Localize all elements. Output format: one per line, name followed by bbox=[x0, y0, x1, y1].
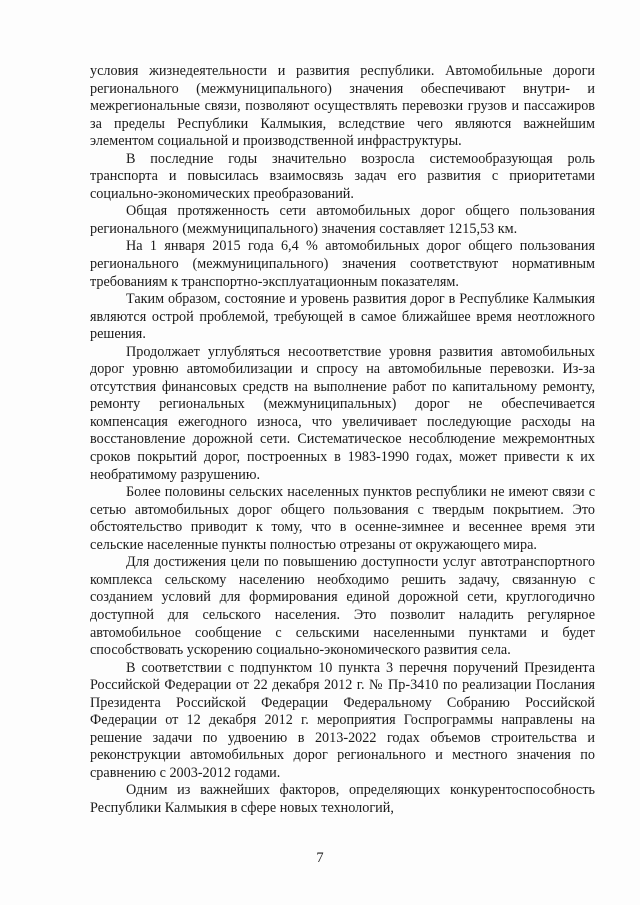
paragraph: Для достижения цели по повышению доступности услуг автотранспортного комплекса сельскому населению необходимо решить задачу, связанную с созданием условий для формирования единой дорожной сети, круглогодично доступной для сельского населения. Это позволит наладить регулярное автомобильное сообщение с сельскими населенными пунктами и будет способствовать ускорению социально-экономического развития села. bbox=[90, 554, 595, 659]
page-number: 7 bbox=[316, 850, 324, 866]
body-text bbox=[90, 63, 595, 818]
paragraph: Продолжает углубляться несоответствие уровня развития автомобильных дорог уровню автомобилизации и спросу на автомобильные перевозки. Из-за отсутствия финансовых средств на выполнение работ по капитальному ремонту, ремонту региональных (межмуниципальных) дорог не обеспечивается компенсация ежегодного износа, что увеличивает последующие расходы на восстановление дорожной сети. Систематическое несоблюдение межремонтных сроков покрытий дорог, построенных в 1983-1990 годах, может привести к их необратимому разрушению. bbox=[90, 343, 595, 483]
paragraph: На 1 января 2015 года 6,4 % автомобильных дорог общего пользования регионального (межмуниципального) значения соответствуют нормативным требованиям к транспортно-эксплуатационным показателям. bbox=[90, 238, 595, 290]
paragraph: Таким образом, состояние и уровень развития дорог в Республике Калмыкия являются острой проблемой, требующей в самое ближайшее время неотложного решения. bbox=[90, 291, 595, 343]
paragraph: Общая протяженность сети автомобильных дорог общего пользования регионального (межмуниципального) значения составляет 1215,53 км. bbox=[90, 203, 595, 237]
paragraph: Одним из важнейших факторов, определяющих конкурентоспособность Республики Калмыкия в сфере новых технологий, bbox=[90, 782, 595, 816]
paragraph: В соответствии с подпунктом 10 пункта 3 перечня поручений Президента Российской Федерации от 22 декабря 2012 г. № Пр-3410 по реализации Послания Президента Российской Федерации Федеральному Собранию Российской Федерации от 12 декабря 2012 г. мероприятия Госпрограммы направлены на решение задачи по удвоению в 2013-2022 годах объемов строительства и реконструкции автомобильных дорог регионального и местного значения по сравнению с 2003-2012 годами. bbox=[90, 659, 595, 781]
paragraph: Более половины сельских населенных пунктов республики не имеют связи с сетью автомобильных дорог общего пользования с твердым покрытием. Это обстоятельство приводит к тому, что в осенне-зимнее и весеннее время эти сельские населенные пункты полностью отрезаны от окружающего мира. bbox=[90, 484, 595, 553]
paragraph: условия жизнедеятельности и развития республики. Автомобильные дороги регионального (межмуниципального) значения обеспечивают внутри- и межрегиональные связи, позволяют осуществлять перевозки грузов и пассажиров за пределы Республики Калмыкия, вследствие чего являются важнейшим элементом социальной и производственной инфраструктуры. bbox=[90, 63, 595, 150]
paragraph: В последние годы значительно возросла системообразующая роль транспорта и повысилась взаимосвязь задач его развития с приоритетами социально-экономических преобразований. bbox=[90, 150, 595, 202]
